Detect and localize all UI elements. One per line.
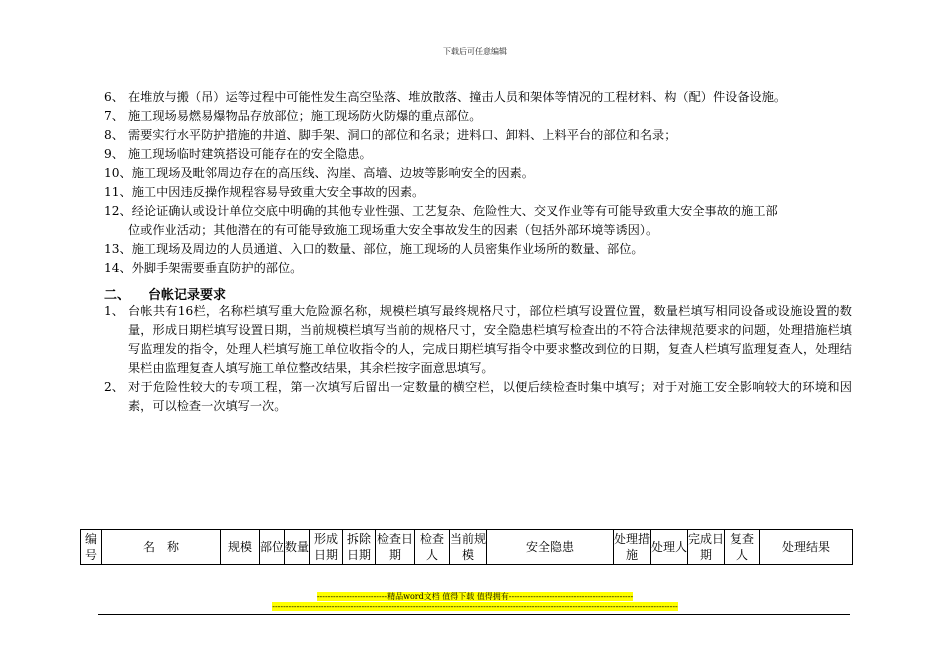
requirement-number: 2、 <box>104 380 124 394</box>
item-text: 施工现场临时建筑搭设可能存在的安全隐患。 <box>128 147 372 161</box>
list-item <box>104 164 854 183</box>
item-number: 12、 <box>104 204 132 218</box>
section-title: 台帐记录要求 <box>148 288 227 303</box>
item-text: 施工现场及周边的人员通道、入口的数量、部位，施工现场的人员密集作业场所的数量、部位。 <box>131 242 644 256</box>
item-number: 7、 <box>104 109 124 123</box>
footer-note <box>0 591 950 602</box>
col-header-current-scale: 当前规模 <box>450 530 487 565</box>
item-text: 施工中因违反操作规程容易导致重大安全事故的因素。 <box>131 185 425 199</box>
col-header-inspection-date: 检查日期 <box>376 530 415 565</box>
requirement-item <box>104 302 852 378</box>
footer-line-2: ------------------------------------------------------------------------------------------------------------------------------------------------------ <box>272 602 678 611</box>
item-number: 13、 <box>104 242 132 256</box>
ledger-table <box>80 529 853 565</box>
item-continuation: 位或作业活动；其他潜在的有可能导致施工现场重大安全事故发生的因素（包括外部环境等诱因）。 <box>128 223 659 237</box>
col-header-formed-date: 形成日期 <box>310 530 343 565</box>
header-note: 下载后可任意编辑 <box>443 47 507 56</box>
col-header-name: 名 称 <box>102 530 221 565</box>
col-header-handler: 处理人 <box>651 530 688 565</box>
col-header-scale: 规模 <box>221 530 260 565</box>
col-header-completion-date: 完成日期 <box>688 530 725 565</box>
requirements-list <box>104 302 852 416</box>
list-item <box>104 88 854 107</box>
item-number: 10、 <box>104 166 132 180</box>
list-item <box>104 259 854 278</box>
col-header-reviewer: 复查人 <box>725 530 760 565</box>
hazard-list <box>104 88 854 278</box>
item-text: 需要实行水平防护措施的井道、脚手架、洞口的部位和名录；进料口、卸料、上料平台的部位和名录； <box>128 128 677 142</box>
col-header-measures: 处理措施 <box>614 530 651 565</box>
item-number: 8、 <box>104 128 124 142</box>
requirement-number: 1、 <box>104 304 124 318</box>
list-item <box>104 202 854 221</box>
list-item <box>104 126 854 145</box>
col-header-removal-date: 拆除日期 <box>343 530 376 565</box>
table-header-row <box>81 530 853 565</box>
item-text: 施工现场及毗邻周边存在的高压线、沟崖、高墙、边坡等影响安全的因素。 <box>131 166 534 180</box>
requirement-text: 台帐共有16栏，名称栏填写重大危险源名称，规模栏填写最终规格尺寸，部位栏填写设置位置，数量栏填写相同设备或设施设置的数量，形成日期栏填写设置日期，当前规模栏填写当前的规格尺寸，安全隐患栏填写检查出的不符合法律规范要求的问题，处理措施栏填写监理发的指令，处理人栏填写施工单位收指令的人，完成日期栏填写指令中要求整改到位的日期，复查人栏填写监理复查人，处理结果栏由监理复查人填写施工单位整改结果，其余栏按字面意思填写。 <box>128 304 852 375</box>
col-header-safety-hazard: 安全隐患 <box>487 530 614 565</box>
col-header-inspector: 检查人 <box>415 530 450 565</box>
col-header-quantity: 数量 <box>285 530 310 565</box>
list-item <box>104 145 854 164</box>
item-number: 11、 <box>104 185 132 199</box>
requirement-text: 对于危险性较大的专项工程，第一次填写后留出一定数量的横空栏，以便后续检查时集中填写；对于对施工安全影响较大的环境和因素，可以检查一次填写一次。 <box>128 380 852 413</box>
list-item <box>104 240 854 259</box>
col-header-result: 处理结果 <box>760 530 853 565</box>
section-number: 二、 <box>104 288 131 303</box>
col-header-location: 部位 <box>260 530 285 565</box>
item-text: 外脚手架需要垂直防护的部位。 <box>131 261 303 275</box>
col-header-number: 编号 <box>81 530 102 565</box>
footer-line-1: --------------------------精品word文档 值得下载 值得拥有---------------------------------------------- <box>316 592 634 601</box>
bottom-rule <box>98 614 850 615</box>
list-item <box>104 107 854 126</box>
item-text: 施工现场易燃易爆物品存放部位；施工现场防火防爆的重点部位。 <box>128 109 482 123</box>
item-text: 经论证确认或设计单位交底中明确的其他专业性强、工艺复杂、危险性大、交叉作业等有可能导致重大安全事故的施工部 <box>131 204 778 218</box>
item-number: 9、 <box>104 147 124 161</box>
footer-divider <box>0 602 950 611</box>
section-heading <box>104 284 226 303</box>
item-number: 14、 <box>104 261 132 275</box>
list-item <box>104 183 854 202</box>
item-number: 6、 <box>104 90 124 104</box>
requirement-item <box>104 378 852 416</box>
item-text: 在堆放与搬（吊）运等过程中可能性发生高空坠落、堆放散落、撞击人员和架体等情况的工程材料、构（配）件设备设施。 <box>128 90 787 104</box>
